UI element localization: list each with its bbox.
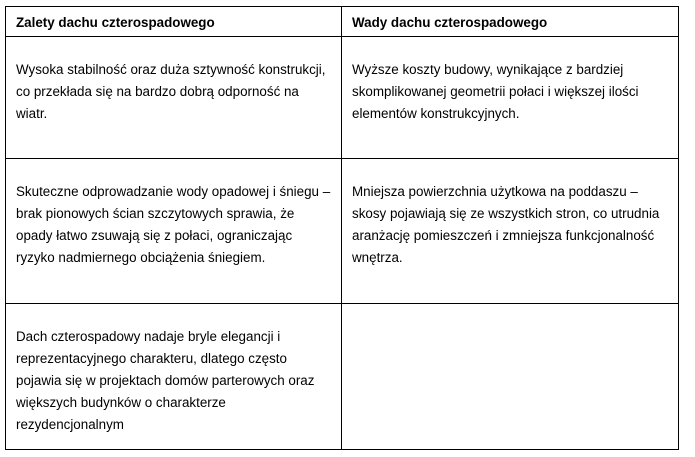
table-row <box>6 37 679 159</box>
advantage-cell: Skuteczne odprowadzanie wody opadowej i śniegu – brak pionowych ścian szczytowych sprawia, że opady łatwo zsuwają się z połaci, ograniczając ryzyko nadmiernego obciążenia śniegiem. <box>6 159 342 304</box>
advantage-cell: Wysoka stabilność oraz duża sztywność konstrukcji, co przekłada się na bardzo dobrą odporność na wiatr. <box>6 37 342 159</box>
comparison-table-wrapper <box>5 6 678 450</box>
disadvantage-cell <box>342 304 679 450</box>
header-disadvantages: Wady dachu czterospadowego <box>342 7 679 37</box>
table-row <box>6 159 679 304</box>
comparison-table <box>5 6 679 450</box>
header-advantages: Zalety dachu czterospadowego <box>6 7 342 37</box>
advantage-cell: Dach czterospadowy nadaje bryle elegancji i reprezentacyjnego charakteru, dlatego często pojawia się w projektach domów parterowych oraz większych budynków o charakterze rezydencjonalnym <box>6 304 342 450</box>
disadvantage-cell: Wyższe koszty budowy, wynikające z bardziej skomplikowanej geometrii połaci i większej ilości elementów konstrukcyjnych. <box>342 37 679 159</box>
table-header-row <box>6 7 679 37</box>
disadvantage-cell: Mniejsza powierzchnia użytkowa na poddaszu – skosy pojawiają się ze wszystkich stron, co utrudnia aranżację pomieszczeń i zmniejsza funkcjonalność wnętrza. <box>342 159 679 304</box>
table-row <box>6 304 679 450</box>
